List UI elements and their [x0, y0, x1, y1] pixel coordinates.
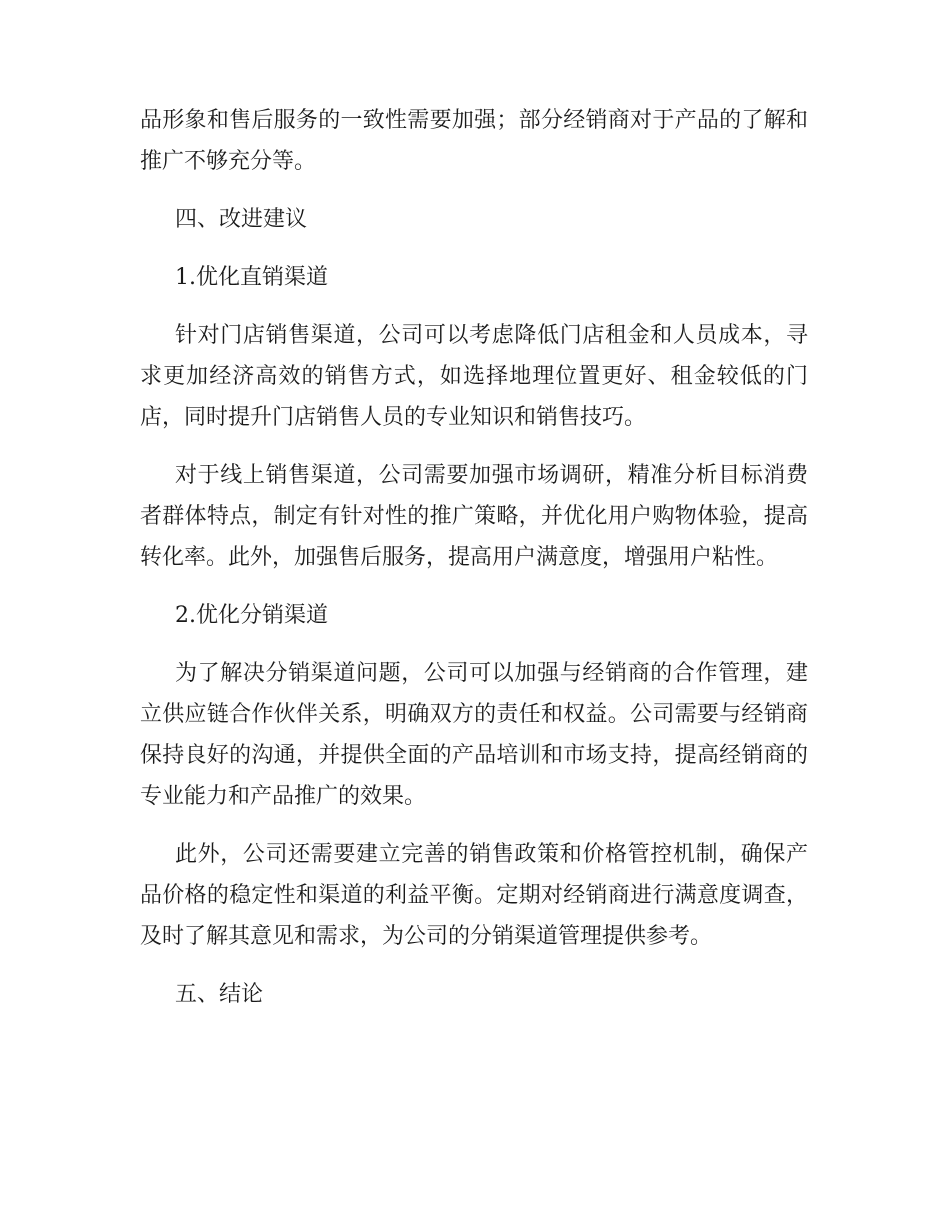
section-heading-conclusion: 五、结论 [175, 982, 264, 1007]
paragraph-store-channel: 针对门店销售渠道，公司可以考虑降低门店租金和人员成本，寻求更加经济高效的销售方式，如选择地理位置更好、租金较低的门店，同时提升门店销售人员的专业知识和销售技巧。 [140, 323, 808, 430]
paragraph-pricing-policy: 此外，公司还需要建立完善的销售政策和价格管控机制，确保产品价格的稳定性和渠道的利益平衡。定期对经销商进行满意度调查，及时了解其意见和需求，为公司的分销渠道管理提供参考。 [140, 842, 808, 949]
section-heading-improvement: 四、改进建议 [175, 207, 308, 232]
paragraph-continuation: 品形象和售后服务的一致性需要加强；部分经销商对于产品的了解和推广不够充分等。 [140, 108, 808, 174]
subheading-distribution-channel: 2.优化分销渠道 [175, 603, 328, 628]
paragraph-dealer-cooperation: 为了解决分销渠道问题，公司可以加强与经销商的合作管理，建立供应链合作伙伴关系，明确双方的责任和权益。公司需要与经销商保持良好的沟通，并提供全面的产品培训和市场支持，提高经销商的专业能力和产品推广的效果。 [140, 661, 808, 809]
paragraph-online-channel: 对于线上销售渠道，公司需要加强市场调研，精准分析目标消费者群体特点，制定有针对性的推广策略，并优化用户购物体验，提高转化率。此外，加强售后服务，提高用户满意度，增强用户粘性。 [140, 463, 808, 570]
document-body [140, 100, 808, 1032]
subheading-direct-channel: 1.优化直销渠道 [175, 265, 328, 290]
